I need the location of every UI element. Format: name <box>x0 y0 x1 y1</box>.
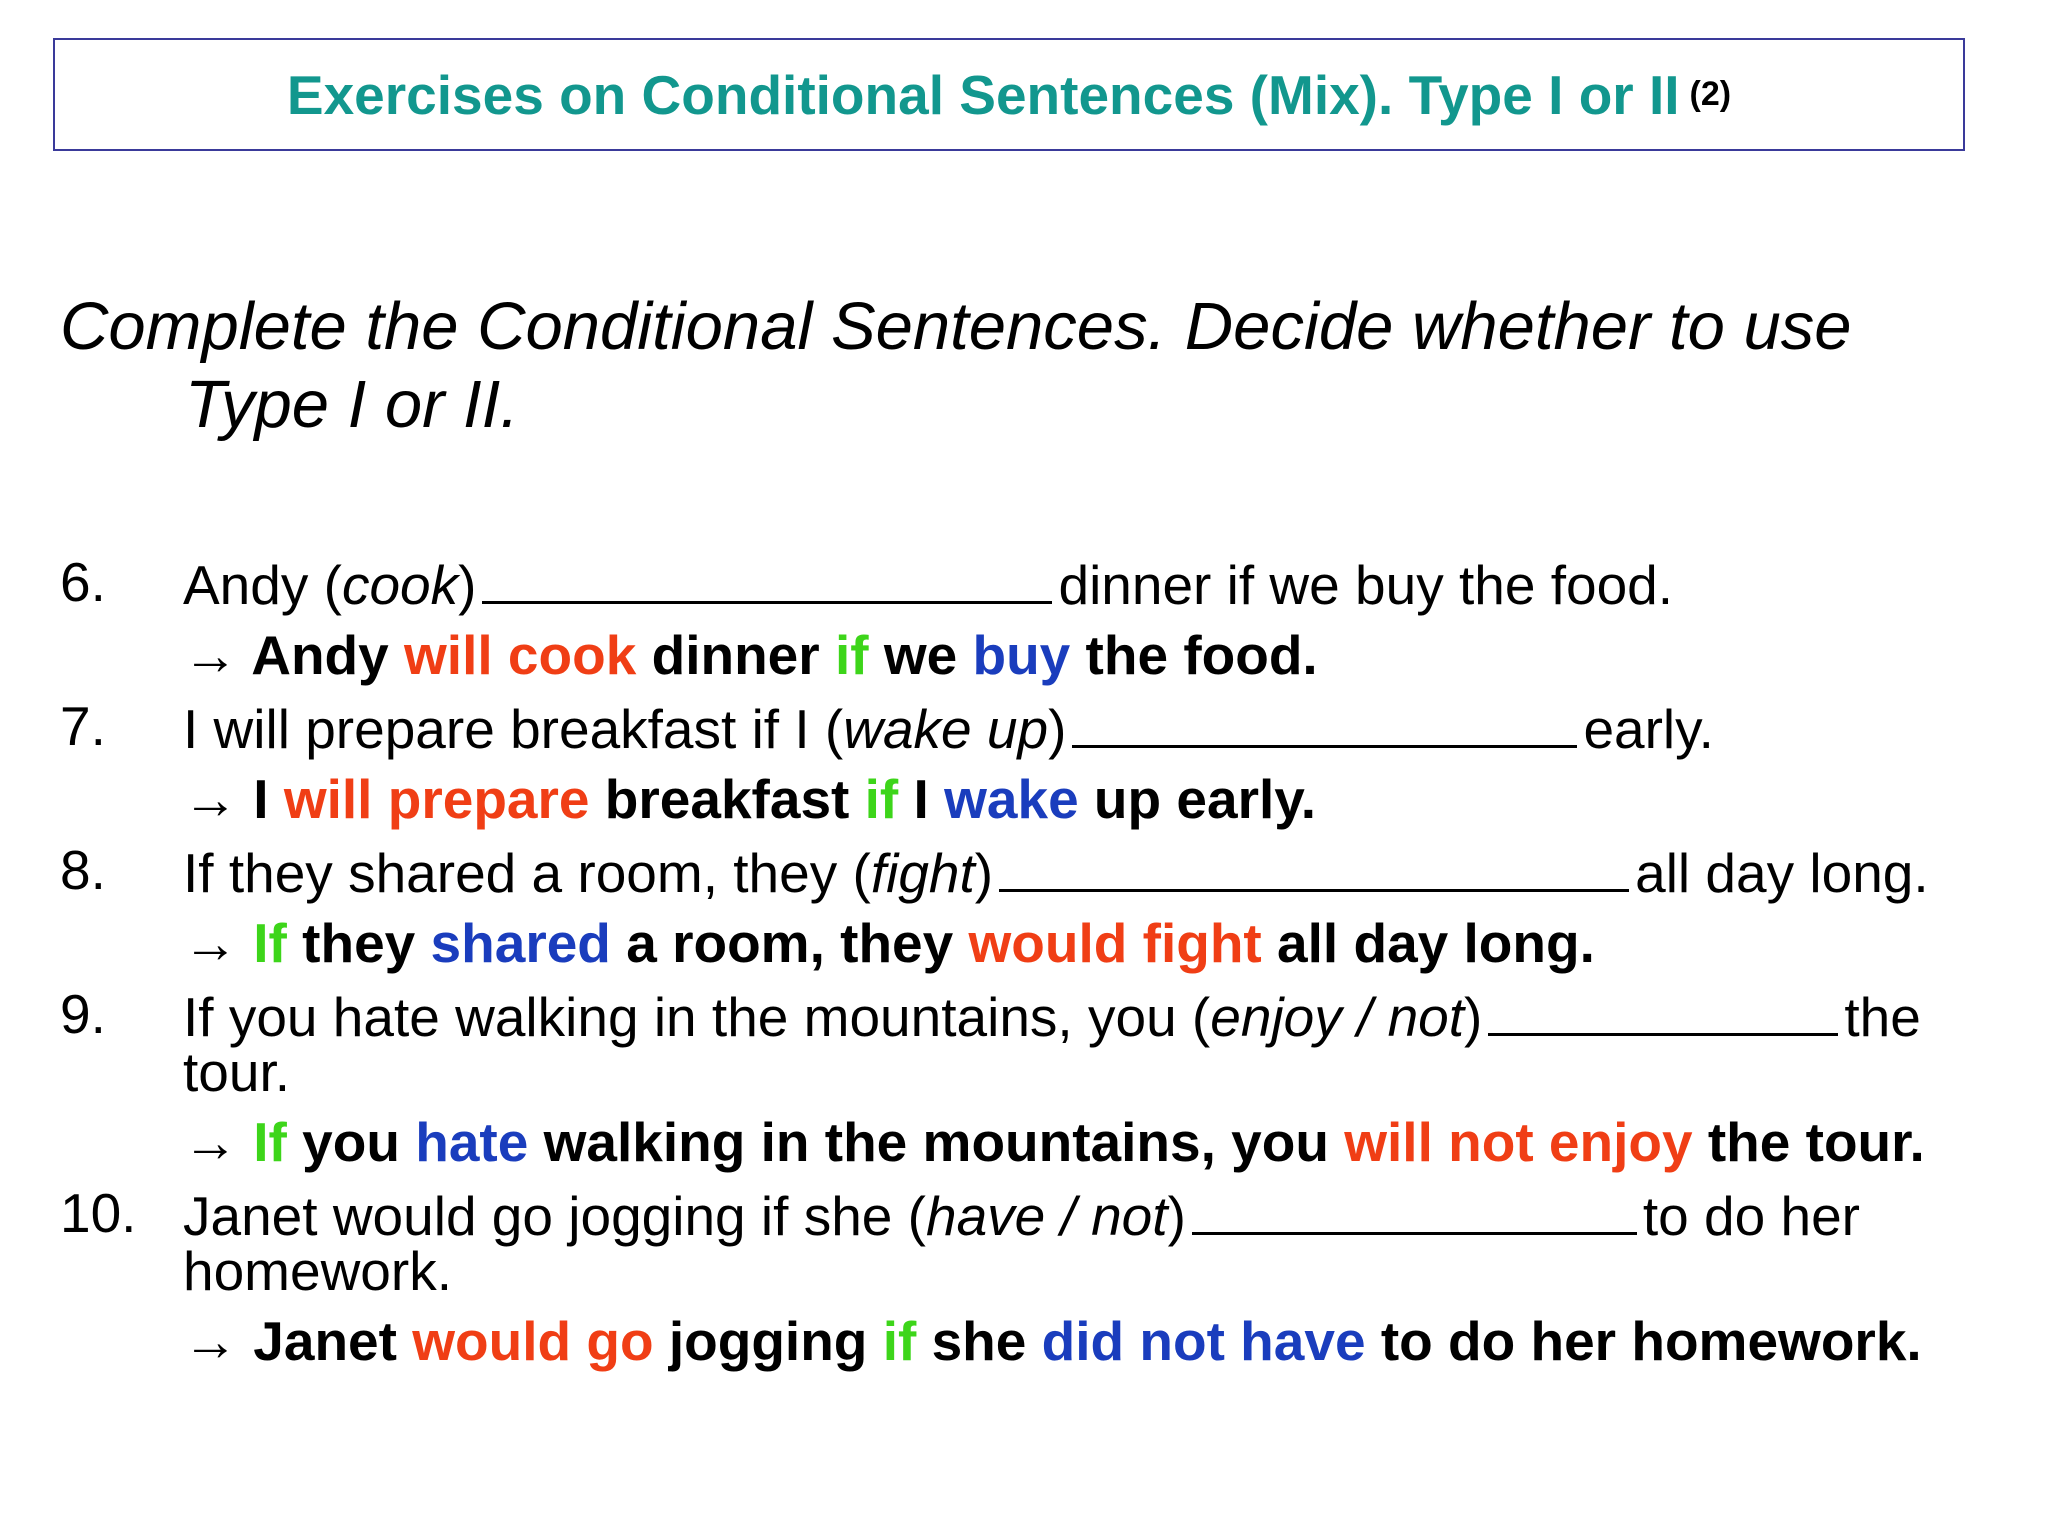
answer-segment-black: you <box>286 1111 416 1173</box>
answer-segment-blue: hate <box>415 1111 529 1173</box>
answer-segment-black: she <box>916 1310 1042 1372</box>
answer-segment-green: If <box>253 1111 287 1173</box>
answer-segment-black: to do her homework. <box>1365 1310 1922 1372</box>
answer-segment-black: → <box>183 1111 254 1173</box>
answer-segment-black: up early. <box>1078 768 1317 830</box>
exercise-answer <box>183 1310 2020 1372</box>
exercise-question <box>183 554 2020 616</box>
question-text: ) <box>1464 986 1483 1048</box>
answer-segment-blue: buy <box>972 624 1071 686</box>
answer-blank <box>1072 699 1577 748</box>
answer-segment-green: if <box>864 768 899 830</box>
question-text: Andy ( <box>183 554 342 616</box>
exercise-answer <box>183 912 2020 974</box>
verb-hint: wake up <box>843 698 1049 760</box>
exercise-item <box>60 551 2020 686</box>
answer-segment-red: will not enjoy <box>1344 1111 1693 1173</box>
question-text: ) <box>974 842 994 904</box>
answer-segment-black: we <box>868 624 973 686</box>
exercise-number: 7. <box>60 695 106 757</box>
exercise-answer <box>183 1111 2020 1173</box>
exercise-item <box>60 839 2020 974</box>
question-text: If you hate walking in the mountains, you ( <box>183 986 1211 1048</box>
exercise-number: 8. <box>60 839 106 901</box>
answer-segment-black: the tour. <box>1692 1111 1925 1173</box>
answer-segment-black: a room, they <box>610 912 969 974</box>
exercise-question <box>183 842 2020 904</box>
answer-segment-black: → I <box>183 768 284 830</box>
question-text: Janet would go jogging if she ( <box>183 1185 926 1247</box>
answer-segment-black: → Andy <box>183 624 405 686</box>
answer-segment-black: → <box>183 912 254 974</box>
title-box <box>53 38 1965 151</box>
question-text: early. <box>1583 698 1714 760</box>
exercise-question <box>183 1185 2020 1302</box>
answer-segment-blue: did not have <box>1041 1310 1366 1372</box>
question-text: I will prepare breakfast if I ( <box>183 698 844 760</box>
answer-segment-black: jogging <box>653 1310 883 1372</box>
answer-segment-black: the food. <box>1070 624 1318 686</box>
answer-segment-black: they <box>286 912 431 974</box>
verb-hint: fight <box>870 842 975 904</box>
answer-segment-green: if <box>834 624 869 686</box>
page-title: Exercises on Conditional Sentences (Mix). Type I or II <box>286 63 1680 126</box>
question-text: to do her homework. <box>183 1185 1860 1302</box>
answer-segment-black: I <box>898 768 945 830</box>
exercise-item <box>60 1182 2020 1372</box>
exercise-question <box>183 986 2020 1103</box>
exercise-number: 9. <box>60 983 106 1045</box>
question-text: dinner if we buy the food. <box>1058 554 1674 616</box>
answer-segment-red: would go <box>412 1310 654 1372</box>
instruction-text: Complete the Conditional Sentences. Decide whether to use Type I or II. <box>60 289 1852 442</box>
exercise-question <box>183 698 2020 760</box>
verb-hint: cook <box>341 554 459 616</box>
question-text: If they shared a room, they ( <box>183 842 871 904</box>
exercise-item <box>60 695 2020 830</box>
question-text: all day long. <box>1635 842 1929 904</box>
verb-hint: enjoy / not <box>1210 986 1465 1048</box>
answer-segment-red: will prepare <box>283 768 590 830</box>
answer-segment-black: → Janet <box>183 1310 413 1372</box>
answer-blank <box>999 843 1629 892</box>
answer-segment-blue: wake <box>944 768 1079 830</box>
answer-segment-black: breakfast <box>589 768 865 830</box>
question-text: ) <box>1167 1185 1186 1247</box>
answer-segment-red: would fight <box>968 912 1262 974</box>
answer-segment-blue: shared <box>430 912 611 974</box>
page-title-suffix: (2) <box>1689 75 1732 113</box>
answer-segment-green: if <box>882 1310 917 1372</box>
answer-segment-black: all day long. <box>1261 912 1595 974</box>
answer-segment-green: If <box>253 912 287 974</box>
verb-hint: have / not <box>925 1185 1168 1247</box>
exercise-answer <box>183 768 2020 830</box>
answer-blank <box>482 555 1052 604</box>
question-text: ) <box>458 554 477 616</box>
exercise-number: 6. <box>60 551 106 613</box>
exercise-number: 10. <box>60 1182 137 1244</box>
answer-segment-black: walking in the mountains, you <box>528 1111 1345 1173</box>
exercise-answer <box>183 624 2020 686</box>
answer-segment-red: will cook <box>404 624 637 686</box>
exercise-item <box>60 983 2020 1173</box>
answer-segment-black: dinner <box>636 624 835 686</box>
answer-blank <box>1192 1186 1637 1235</box>
exercise-list <box>60 551 2020 1372</box>
question-text: the tour. <box>183 986 1921 1103</box>
answer-blank <box>1488 987 1838 1036</box>
question-text: ) <box>1048 698 1067 760</box>
